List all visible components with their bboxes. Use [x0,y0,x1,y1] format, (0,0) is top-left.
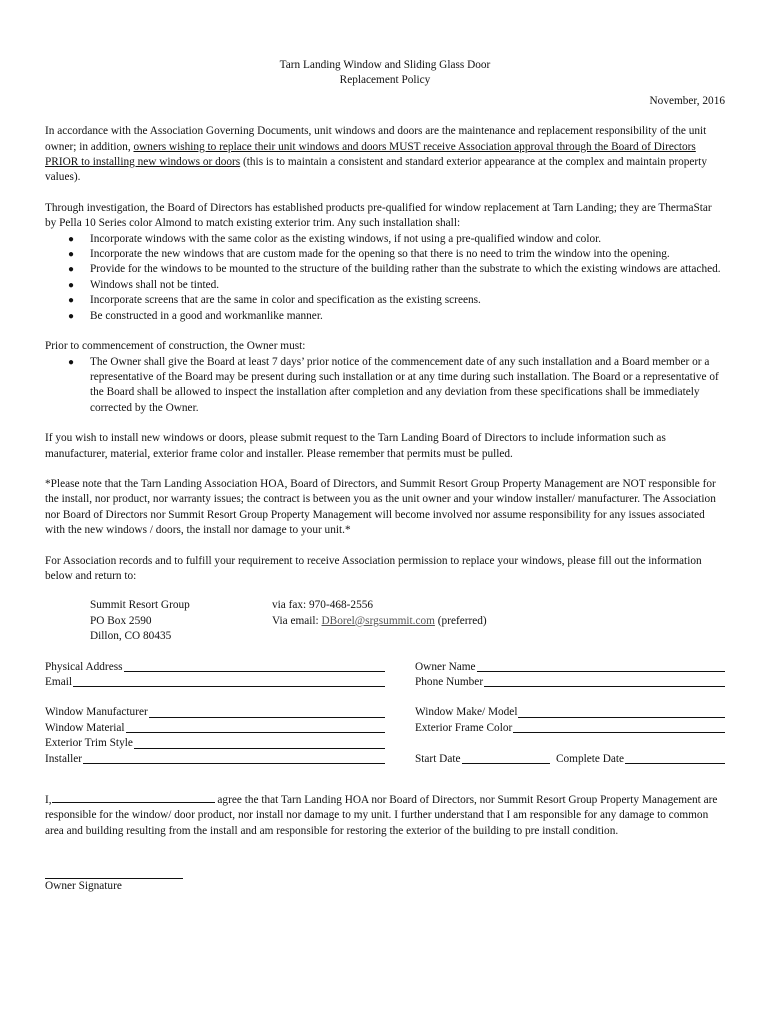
complete-date-field[interactable] [556,752,725,767]
installer-line[interactable] [83,752,385,764]
list-item-text: Incorporate the new windows that are custom made for the opening so that there is no need to trim the window into the opening. [90,248,670,261]
form-row [45,736,725,751]
intro-paragraph [45,124,725,186]
field-label: Start Date [415,752,461,765]
list-item [68,262,725,277]
physical-address-field[interactable] [45,660,385,675]
email-label: Via email: [272,614,322,627]
address-line-1: Summit Resort Group [90,599,190,612]
list-item [68,247,725,262]
installation-requirements-list [45,232,725,324]
list-item [68,309,725,324]
agreement-text: agree the that Tarn Landing HOA nor Board of Directors, nor Summit Resort Group Property Management are responsible for the window/ door product, nor install nor damage to my unit. I further understand that I am responsible for any damage to common area and building resulting from the install and am responsible for restoring the exterior of the building to pre install condition. [45,793,718,837]
list-item-text: The Owner shall give the Board at least 7 days’ prior notice of the commencement date of any such installation and a Board member or a representative of the Board may be present during such installation or at any time during such installation. The Board or a representative of the Board shall be allowed to inspect the installation after completion and any deviation from these specifications shall be immediately corrected by the Owner. [90,355,719,414]
email-line[interactable] [73,675,385,687]
address-line-2: PO Box 2590 [90,614,152,627]
installer-field[interactable] [45,752,385,767]
document-title [45,58,725,89]
field-label: Window Material [45,721,125,734]
list-item [68,232,725,247]
return-instructions-paragraph: For Association records and to fulfill your requirement to receive Association permission to replace your windows, please fill out the information below and return to: [45,554,702,582]
bullet-icon: ● [68,310,75,322]
owner-name-line[interactable] [477,660,725,672]
field-label: Email [45,675,72,688]
email-link[interactable]: DBorel@srgsummit.com [321,614,435,627]
email-contact [272,614,487,629]
field-label: Window Manufacturer [45,706,148,719]
products-paragraph: Through investigation, the Board of Directors has established products pre-qualified for window replacement at Tarn Landing; they are ThermaStar by Pella 10 Series color Almond to match existing exterior trim. Any such installation shall: [45,201,712,230]
exterior-frame-color-line[interactable] [513,721,725,733]
form-row [45,705,725,720]
bullet-icon: ● [68,279,75,291]
email-field[interactable] [45,675,385,690]
phone-number-line[interactable] [484,675,725,687]
window-make-model-field[interactable] [415,705,725,720]
phone-number-field[interactable] [415,675,725,690]
physical-address-line[interactable] [124,660,385,672]
dates-field-group [415,752,725,767]
list-item-text: Be constructed in a good and workmanlike manner. [90,309,323,322]
window-material-field[interactable] [45,721,385,736]
document-date: November, 2016 [649,94,725,107]
start-date-field[interactable] [415,752,550,767]
policy-document [45,58,725,895]
mailing-address [90,598,272,644]
owner-name-field[interactable] [415,660,725,675]
window-manufacturer-field[interactable] [45,705,385,720]
list-item-text: Incorporate screens that are the same in color and specification as the existing screens. [90,294,481,307]
start-date-line[interactable] [462,752,551,764]
signature-label: Owner Signature [45,880,122,893]
intro-text-2: (this is to maintain a consistent and standard exterior appearance at the complex and maintain property values). [45,156,707,184]
field-label: Window Make/ Model [415,706,518,719]
list-item-text: Incorporate windows with the same color as the existing windows, if not using a pre-qualified window and color. [90,232,602,245]
submission-paragraph: If you wish to install new windows or doors, please submit request to the Tarn Landing Board of Directors to include information such as manufacturer, material, exterior frame color and installer. Please remember that permits must be pulled. [45,432,666,460]
agreement-prefix: I, [45,793,52,806]
bullet-icon: ● [68,264,75,276]
list-item-text: Windows shall not be tinted. [90,278,220,291]
contact-methods [272,598,487,644]
list-item-text: Provide for the windows to be mounted to the structure of the building rather than the substrate to which the existing windows are attached. [90,263,721,276]
bullet-icon: ● [68,295,75,307]
exterior-frame-color-field[interactable] [415,721,725,736]
agreement-paragraph [45,791,725,839]
bullet-icon: ● [68,233,75,245]
field-label: Complete Date [556,752,625,765]
owner-obligations-intro: Prior to commencement of construction, the Owner must: [45,340,306,353]
bullet-icon: ● [68,356,75,368]
form-row [45,675,725,690]
form-row [45,660,725,675]
window-manufacturer-line[interactable] [149,705,385,717]
form-row [45,752,725,767]
title-line-1: Tarn Landing Window and Sliding Glass Door [279,59,491,71]
owner-obligations-list [45,355,725,417]
window-make-model-line[interactable] [518,705,725,717]
approval-requirement: owners wishing to replace their unit windows and doors MUST receive Association approval through the Board of Directors PRIOR to installing new windows or doors [45,140,696,169]
list-item [68,278,725,293]
field-label: Physical Address [45,660,123,673]
field-label: Owner Name [415,660,476,673]
fax-number: via fax: 970-468-2556 [272,599,374,612]
exterior-trim-style-line[interactable] [134,736,385,748]
field-label: Exterior Frame Color [415,721,513,734]
bullet-icon: ● [68,249,75,261]
form-row [45,721,725,736]
disclaimer-paragraph: *Please note that the Tarn Landing Association HOA, Board of Directors, and Summit Resort Group Property Management are NOT responsible for the install, nor product, nor warranty issues; the contract is between you as the unit owner and your window installer/ manufacturer. The Association nor Board of Directors nor Summit Resort Group Property Management will become involved nor assume responsibility for any issues associated with the new windows / doors, the install nor damage to your unit.* [45,477,716,537]
email-note: (preferred) [434,614,487,627]
signature-line[interactable] [45,866,183,879]
address-line-3: Dillon, CO 80435 [90,630,172,643]
list-item [68,293,725,308]
field-label: Exterior Trim Style [45,737,133,750]
return-address-block [45,598,725,644]
window-material-line[interactable] [126,721,385,733]
complete-date-line[interactable] [625,752,725,764]
field-label: Installer [45,752,83,765]
owner-name-blank[interactable] [52,791,215,803]
exterior-trim-style-field[interactable] [45,736,385,751]
title-line-2: Replacement Policy [339,74,431,87]
intro-text-1: In accordance with the Association Governing Documents, unit windows and doors are the maintenance and replacement responsibility of the unit owner; in addition, [45,125,707,153]
list-item [68,355,725,417]
field-label: Phone Number [415,675,484,688]
owner-info-form [45,660,725,767]
